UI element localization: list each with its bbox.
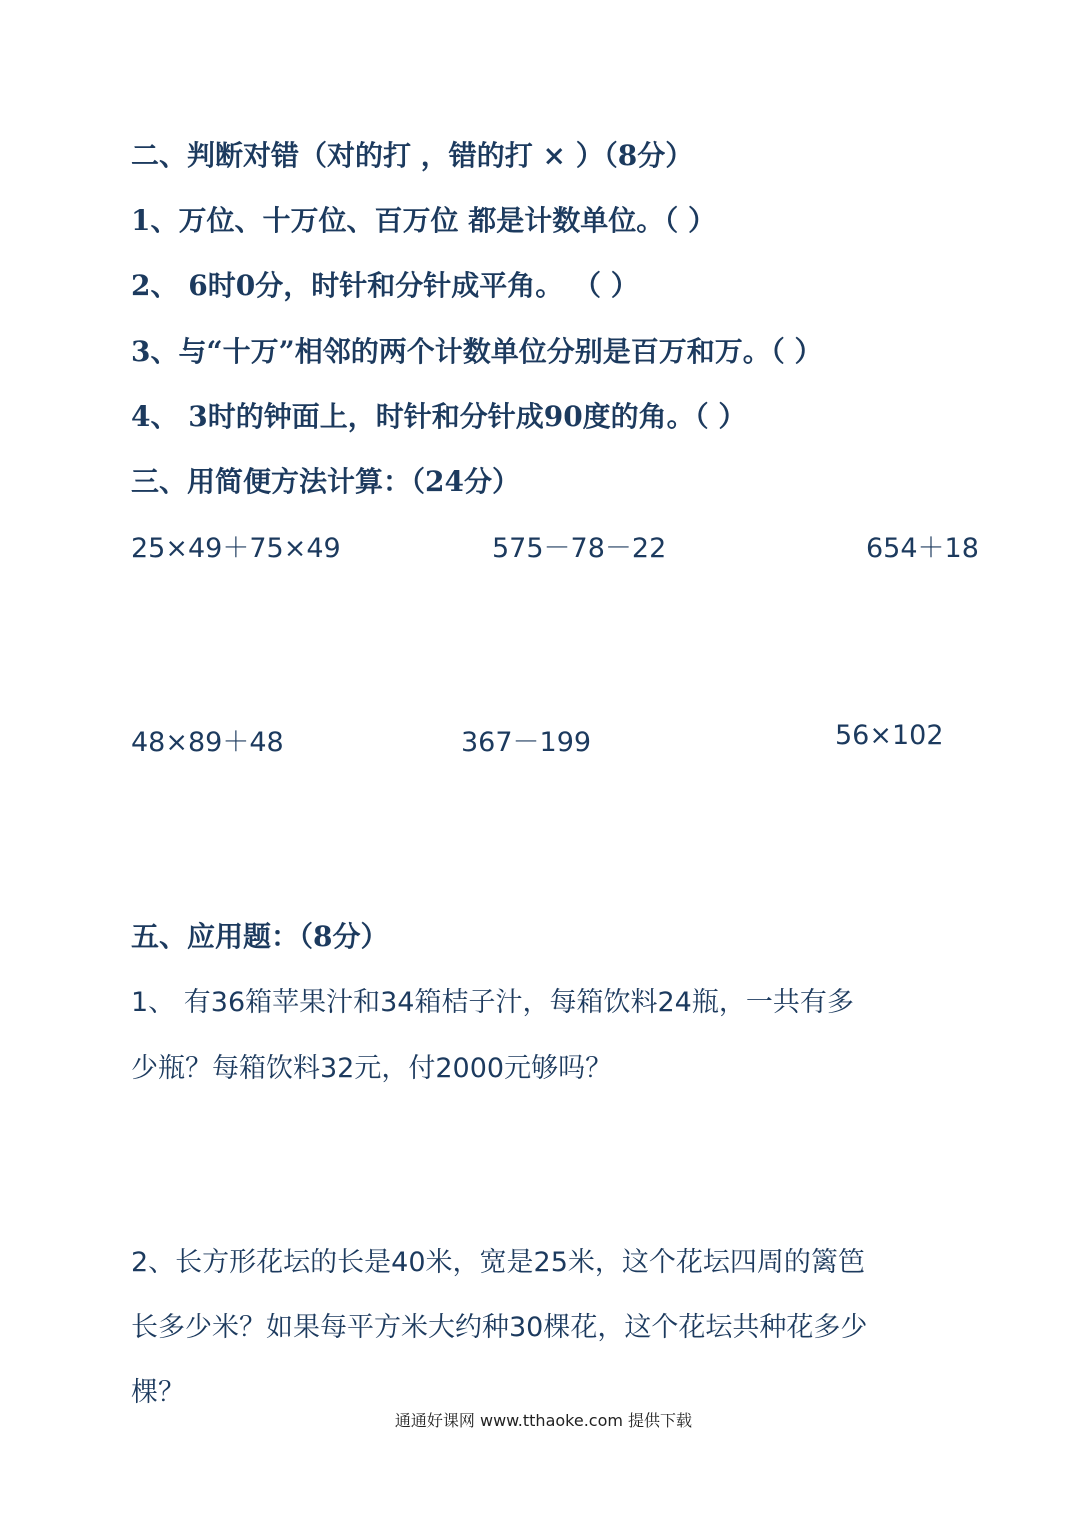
calc-5: 367－199 bbox=[461, 727, 592, 758]
judgment-item-3: 3、与“十万”相邻的两个计数单位分别是百万和万。（ ） bbox=[131, 335, 823, 368]
problem-2-line-3: 棵？ bbox=[131, 1377, 185, 1408]
section2-heading: 二、判断对错（对的打 ，错的打 × ）（8分） bbox=[131, 139, 694, 172]
judgment-item-1: 1、万位、十万位、百万位 都是计数单位。（ ） bbox=[131, 204, 716, 237]
problem-2-line-2: 长多少米？如果每平方米大约种30棵花，这个花坛共种花多少 bbox=[131, 1312, 868, 1343]
section5-heading: 五、应用题：（8分） bbox=[131, 920, 389, 953]
page-footer: 通通好课网 www.tthaoke.com 提供下载 bbox=[394, 1411, 693, 1430]
judgment-item-4: 4、 3时的钟面上，时针和分针成90度的角。（ ） bbox=[131, 400, 747, 433]
calc-6: 56×102 bbox=[835, 720, 944, 751]
calc-1: 25×49＋75×49 bbox=[131, 533, 341, 564]
problem-1-line-2: 少瓶？每箱饮料32元，付2000元够吗？ bbox=[131, 1053, 613, 1084]
judgment-item-2: 2、 6时0分，时针和分针成平角。 （ ） bbox=[131, 269, 639, 302]
problem-1-line-1: 1、 有36箱苹果汁和34箱桔子汁，每箱饮料24瓶，一共有多 bbox=[131, 987, 854, 1018]
calc-3: 654＋18 bbox=[866, 533, 979, 564]
problem-2-line-1: 2、长方形花坛的长是40米，宽是25米，这个花坛四周的篱笆 bbox=[131, 1247, 865, 1278]
calc-4: 48×89＋48 bbox=[131, 727, 284, 758]
section3-heading: 三、用简便方法计算：（24分） bbox=[131, 465, 520, 498]
calc-2: 575－78－22 bbox=[492, 533, 667, 564]
